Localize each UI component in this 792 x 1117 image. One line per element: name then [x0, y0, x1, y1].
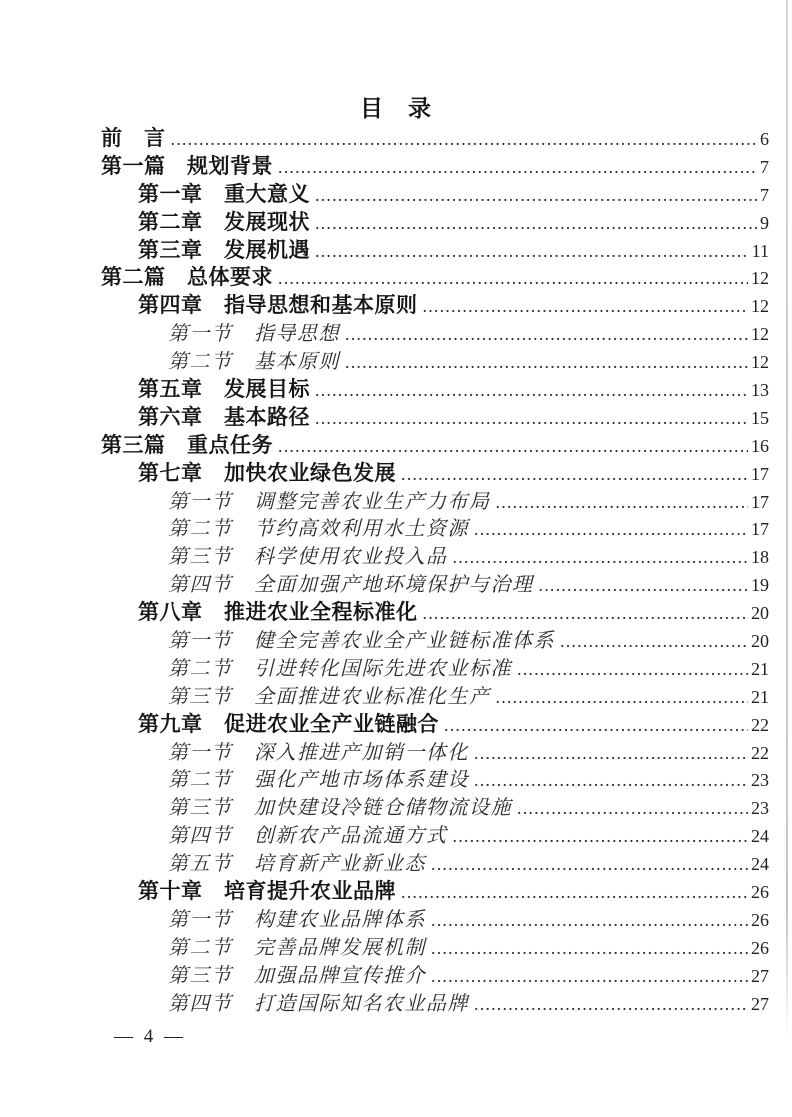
- dot-leader: [401, 464, 748, 485]
- toc-entry-text: 第一篇 规划背景: [101, 154, 273, 178]
- toc-entry: [101, 234, 769, 262]
- toc-entry-page: 20: [751, 603, 769, 624]
- dot-leader: [431, 938, 748, 959]
- toc-entry-page: 23: [751, 770, 769, 791]
- page-title: 目 录: [360, 95, 432, 121]
- toc-entry: [101, 289, 769, 317]
- toc-entry: [101, 512, 769, 540]
- toc-entry: [101, 819, 769, 847]
- dot-leader: [431, 966, 748, 987]
- toc-entry: [101, 987, 769, 1015]
- toc-entry: [101, 345, 769, 373]
- toc-entry-text: 第二节 引进转化国际先进农业标准: [168, 657, 512, 680]
- dot-leader: [423, 296, 749, 317]
- dot-leader: [496, 492, 749, 513]
- toc-entry-page: 27: [751, 965, 769, 986]
- toc-entry-page: 22: [751, 714, 769, 735]
- dot-leader: [423, 603, 749, 624]
- dot-leader: [474, 519, 748, 540]
- scan-edge-line: [786, 0, 788, 1040]
- toc-entry-page: 16: [751, 435, 769, 456]
- dot-leader: [401, 882, 748, 903]
- toc-entry: [101, 457, 769, 485]
- dot-leader: [278, 436, 748, 457]
- dot-leader: [474, 994, 748, 1015]
- toc-entry-text: 第二节 完善品牌发展机制: [168, 936, 426, 959]
- toc-entry-text: 前 言: [101, 127, 166, 150]
- dot-leader: [517, 659, 748, 680]
- toc-entry: [101, 429, 769, 457]
- toc-entry-page: 18: [751, 547, 769, 568]
- toc-entry-text: 第三节 加强品牌宣传推介: [168, 964, 426, 987]
- toc-entry-page: 26: [751, 882, 769, 903]
- toc-entry: [101, 122, 769, 150]
- dot-leader: [278, 157, 757, 178]
- toc-entry-page: 24: [751, 854, 769, 875]
- toc-entry-page: 26: [751, 937, 769, 958]
- toc-entry-text: 第一节 指导思想: [168, 323, 340, 346]
- toc-entry-page: 12: [751, 324, 769, 345]
- dot-leader: [278, 268, 748, 289]
- dot-leader: [431, 854, 748, 875]
- dot-leader: [517, 798, 748, 819]
- page-footer: — 4 —: [114, 1026, 186, 1047]
- toc-list: [101, 122, 769, 1015]
- toc-entry-text: 第八章 推进农业全程标准化: [138, 601, 418, 625]
- toc-entry-text: 第五章 发展目标: [138, 378, 310, 402]
- dot-leader: [315, 241, 749, 262]
- toc-entry-text: 第二篇 总体要求: [101, 266, 273, 290]
- toc-entry-text: 第一章 重大意义: [138, 182, 310, 206]
- toc-entry-text: 第四节 创新农产品流通方式: [168, 825, 448, 848]
- toc-entry-text: 第四章 指导思想和基本原则: [138, 294, 418, 318]
- dot-leader: [474, 743, 748, 764]
- toc-entry: [101, 373, 769, 401]
- toc-entry-page: 21: [751, 658, 769, 679]
- dot-leader: [315, 408, 748, 429]
- toc-entry: [101, 763, 769, 791]
- dot-leader: [444, 715, 748, 736]
- dot-leader: [315, 380, 748, 401]
- toc-entry-page: 20: [751, 631, 769, 652]
- toc-entry: [101, 791, 769, 819]
- toc-entry: [101, 178, 769, 206]
- toc-entry-page: 17: [751, 519, 769, 540]
- toc-entry: [101, 206, 769, 234]
- toc-entry-page: 9: [760, 212, 769, 233]
- toc-entry: [101, 708, 769, 736]
- toc-entry: [101, 540, 769, 568]
- dot-leader: [560, 631, 748, 652]
- toc-entry-page: 22: [751, 742, 769, 763]
- toc-entry: [101, 736, 769, 764]
- toc-entry: [101, 596, 769, 624]
- dot-leader: [315, 185, 757, 206]
- toc-entry: [101, 261, 769, 289]
- toc-entry-text: 第二节 强化产地市场体系建设: [168, 769, 469, 792]
- toc-entry-text: 第三节 加快建设冷链仓储物流设施: [168, 797, 512, 820]
- toc-entry: [101, 903, 769, 931]
- toc-entry: [101, 150, 769, 178]
- toc-entry-text: 第一节 构建农业品牌体系: [168, 908, 426, 931]
- toc-entry-text: 第三篇 重点任务: [101, 433, 273, 457]
- toc-entry-text: 第九章 促进农业全产业链融合: [138, 712, 439, 736]
- toc-entry: [101, 317, 769, 345]
- dot-leader: [474, 770, 748, 791]
- toc-entry: [101, 624, 769, 652]
- toc-entry-text: 第三节 全面推进农业标准化生产: [168, 685, 491, 708]
- toc-entry: [101, 959, 769, 987]
- toc-entry: [101, 875, 769, 903]
- toc-entry-text: 第二章 发展现状: [138, 210, 310, 234]
- toc-entry: [101, 401, 769, 429]
- dot-leader: [315, 213, 757, 234]
- dot-leader: [171, 129, 758, 150]
- toc-entry-page: 7: [760, 184, 769, 205]
- dot-leader: [431, 910, 748, 931]
- dot-leader: [539, 575, 749, 596]
- toc-entry: [101, 485, 769, 513]
- toc-entry-text: 第四节 打造国际知名农业品牌: [168, 992, 469, 1015]
- toc-entry-text: 第四节 全面加强产地环境保护与治理: [168, 574, 534, 597]
- toc-entry-page: 21: [751, 686, 769, 707]
- toc-entry-text: 第七章 加快农业绿色发展: [138, 461, 396, 485]
- toc-entry-page: 13: [751, 380, 769, 401]
- dot-leader: [453, 826, 749, 847]
- dot-leader: [453, 547, 749, 568]
- toc-entry: [101, 568, 769, 596]
- toc-entry: [101, 847, 769, 875]
- toc-entry-text: 第三节 科学使用农业投入品: [168, 546, 448, 569]
- toc-entry-text: 第十章 培育提升农业品牌: [138, 880, 396, 904]
- toc-entry-page: 24: [751, 826, 769, 847]
- dot-leader: [496, 687, 749, 708]
- toc-entry: [101, 931, 769, 959]
- toc-entry-page: 17: [751, 491, 769, 512]
- toc-entry-text: 第一节 健全完善农业全产业链标准体系: [168, 630, 555, 653]
- toc-entry-text: 第六章 基本路径: [138, 405, 310, 429]
- toc-entry-page: 12: [751, 268, 769, 289]
- toc-entry-page: 23: [751, 798, 769, 819]
- toc-entry-page: 11: [751, 240, 769, 261]
- toc-entry-text: 第三章 发展机遇: [138, 238, 310, 262]
- toc-entry: [101, 680, 769, 708]
- toc-entry-text: 第一节 调整完善农业生产力布局: [168, 490, 491, 513]
- dot-leader: [345, 352, 748, 373]
- toc-entry-text: 第五节 培育新产业新业态: [168, 853, 426, 876]
- toc-entry-page: 6: [760, 129, 769, 149]
- toc-entry-page: 15: [751, 407, 769, 428]
- toc-entry-page: 27: [751, 993, 769, 1014]
- toc-entry-page: 26: [751, 909, 769, 930]
- toc-entry: [101, 652, 769, 680]
- toc-entry-text: 第一节 深入推进产加销一体化: [168, 741, 469, 764]
- toc-entry-text: 第二节 基本原则: [168, 351, 340, 374]
- toc-entry-page: 12: [751, 352, 769, 373]
- toc-entry-page: 17: [751, 463, 769, 484]
- toc-entry-text: 第二节 节约高效利用水土资源: [168, 518, 469, 541]
- toc-entry-page: 7: [760, 156, 769, 177]
- toc-entry-page: 12: [751, 296, 769, 317]
- dot-leader: [345, 324, 748, 345]
- toc-entry-page: 19: [751, 575, 769, 596]
